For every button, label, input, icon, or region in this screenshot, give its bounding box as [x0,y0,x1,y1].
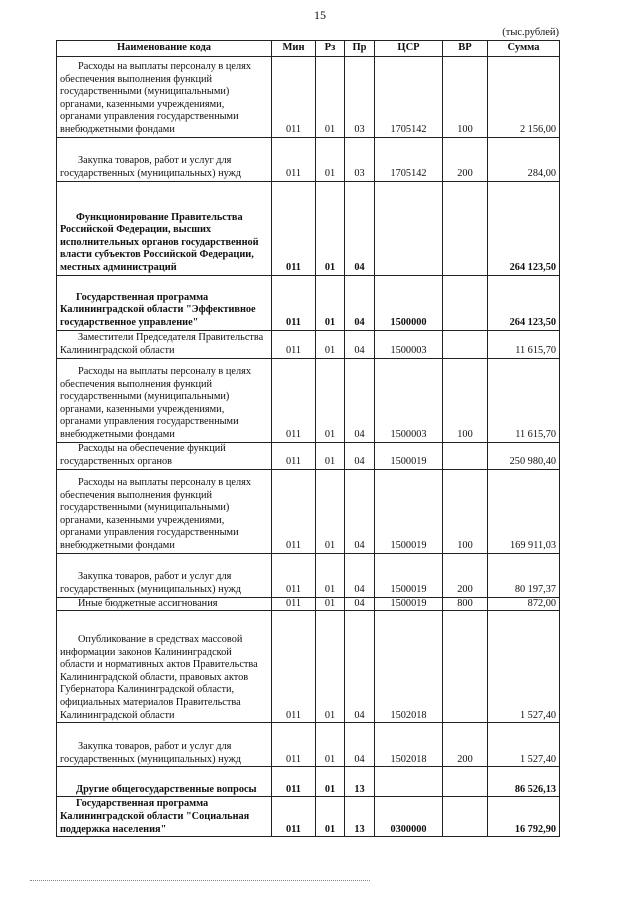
table-row [57,469,560,553]
table-row [57,723,560,767]
row-vr [443,442,488,469]
row-vr: 100 [443,358,488,442]
row-rz: 01 [316,358,345,442]
row-pr: 04 [345,358,375,442]
footer-dotted-line [30,880,370,881]
row-vr: 200 [443,723,488,767]
row-min: 011 [272,330,316,358]
table-row [57,553,560,597]
row-name: Закупка товаров, работ и услуг для государственных (муниципальных) нужд [60,155,241,179]
row-csr: 1500019 [375,553,443,597]
row-pr: 03 [345,137,375,181]
row-csr: 1502018 [375,723,443,767]
row-sum: 284,00 [488,137,560,181]
row-min: 011 [272,358,316,442]
row-pr: 04 [345,597,375,611]
row-pr: 04 [345,442,375,469]
row-rz: 01 [316,469,345,553]
units-label: (тыс.рублей) [502,27,559,38]
row-rz: 01 [316,611,345,723]
table-row [57,181,560,275]
row-min: 011 [272,767,316,797]
row-rz: 01 [316,275,345,330]
row-rz: 01 [316,597,345,611]
header-pr: Пр [345,41,375,57]
row-sum: 86 526,13 [488,767,560,797]
table-row [57,767,560,797]
row-csr: 1705142 [375,56,443,137]
row-sum: 2 156,00 [488,56,560,137]
row-csr [375,767,443,797]
row-sum: 250 980,40 [488,442,560,469]
row-min: 011 [272,137,316,181]
header-sum: Сумма [488,41,560,57]
row-vr: 100 [443,56,488,137]
table-row [57,442,560,469]
row-rz: 01 [316,137,345,181]
row-sum: 16 792,90 [488,797,560,837]
row-csr: 1705142 [375,137,443,181]
row-sum: 1 527,40 [488,723,560,767]
page-number: 15 [314,8,326,22]
row-sum: 80 197,37 [488,553,560,597]
row-sum: 11 615,70 [488,358,560,442]
row-sum: 264 123,50 [488,181,560,275]
row-name: Расходы на обеспечение функций государственных органов [60,443,226,467]
row-vr [443,611,488,723]
row-name: Опубликование в средствах массовой информации законов Калининградской области и нормативных актов Правительства Калининградской области, правовых актов Губернатора Калининградской области, официальных материалов Правительства Калининградской области [60,634,258,721]
row-vr: 100 [443,469,488,553]
row-name: Расходы на выплаты персоналу в целях обеспечения выполнения функций государственными (муниципальными) органами, казенными учреждениями, органами управления государственными внебюджетными фондами [60,366,251,440]
row-name: Закупка товаров, работ и услуг для государственных (муниципальных) нужд [60,571,241,595]
row-pr: 04 [345,275,375,330]
table-row [57,611,560,723]
row-min: 011 [272,181,316,275]
row-sum: 11 615,70 [488,330,560,358]
row-name: Заместители Председателя Правительства Калининградской области [60,332,264,356]
row-csr: 1500019 [375,597,443,611]
header-min: Мин [272,41,316,57]
row-min: 011 [272,275,316,330]
row-pr: 04 [345,469,375,553]
row-csr: 0300000 [375,797,443,837]
row-pr: 04 [345,553,375,597]
row-name: Расходы на выплаты персоналу в целях обеспечения выполнения функций государственными (муниципальными) органами, казенными учреждениями, органами управления государственными внебюджетными фондами [60,61,251,135]
row-sum: 872,00 [488,597,560,611]
table-row [57,137,560,181]
row-rz: 01 [316,181,345,275]
table-row [57,358,560,442]
table-row [57,56,560,137]
row-name: Расходы на выплаты персоналу в целях обеспечения выполнения функций государственными (муниципальными) органами, казенными учреждениями, органами управления государственными внебюджетными фондами [60,477,251,551]
row-name: Закупка товаров, работ и услуг для государственных (муниципальных) нужд [60,741,241,765]
row-csr: 1500003 [375,358,443,442]
row-name: Функционирование Правительства Российской Федерации, высших исполнительных органов государственной власти субъектов Российской Федерации, местных администраций [60,211,259,273]
row-vr [443,275,488,330]
row-csr: 1500000 [375,275,443,330]
row-rz: 01 [316,767,345,797]
row-min: 011 [272,442,316,469]
row-rz: 01 [316,56,345,137]
row-rz: 01 [316,797,345,837]
row-vr: 200 [443,553,488,597]
row-min: 011 [272,723,316,767]
header-name: Наименование кода [57,41,272,57]
row-pr: 04 [345,723,375,767]
row-vr: 800 [443,597,488,611]
row-min: 011 [272,469,316,553]
row-rz: 01 [316,330,345,358]
row-vr: 200 [443,137,488,181]
row-csr [375,181,443,275]
row-pr: 04 [345,181,375,275]
row-pr: 03 [345,56,375,137]
row-name: Другие общегосударственные вопросы [76,783,257,795]
table-row [57,330,560,358]
table-header-row [57,41,560,57]
row-min: 011 [272,553,316,597]
row-csr: 1502018 [375,611,443,723]
row-sum: 1 527,40 [488,611,560,723]
row-csr: 1500019 [375,469,443,553]
row-pr: 13 [345,767,375,797]
table-row [57,797,560,837]
row-pr: 13 [345,797,375,837]
row-min: 011 [272,797,316,837]
row-vr [443,181,488,275]
row-pr: 04 [345,611,375,723]
row-csr: 1500019 [375,442,443,469]
row-name: Государственная программа Калининградской области "Эффективное государственное управление" [60,291,256,328]
row-min: 011 [272,597,316,611]
row-rz: 01 [316,723,345,767]
row-name: Иные бюджетные ассигнования [78,597,218,609]
row-min: 011 [272,611,316,723]
row-csr: 1500003 [375,330,443,358]
row-pr: 04 [345,330,375,358]
row-rz: 01 [316,553,345,597]
header-rz: Рз [316,41,345,57]
row-vr [443,797,488,837]
row-name: Государственная программа Калининградской области "Социальная поддержка населения" [60,798,250,835]
row-sum: 264 123,50 [488,275,560,330]
budget-table [56,40,560,837]
row-sum: 169 911,03 [488,469,560,553]
row-vr [443,767,488,797]
table-row [57,597,560,611]
row-rz: 01 [316,442,345,469]
table-row [57,275,560,330]
row-vr [443,330,488,358]
header-csr: ЦСР [375,41,443,57]
row-min: 011 [272,56,316,137]
header-vr: ВР [443,41,488,57]
